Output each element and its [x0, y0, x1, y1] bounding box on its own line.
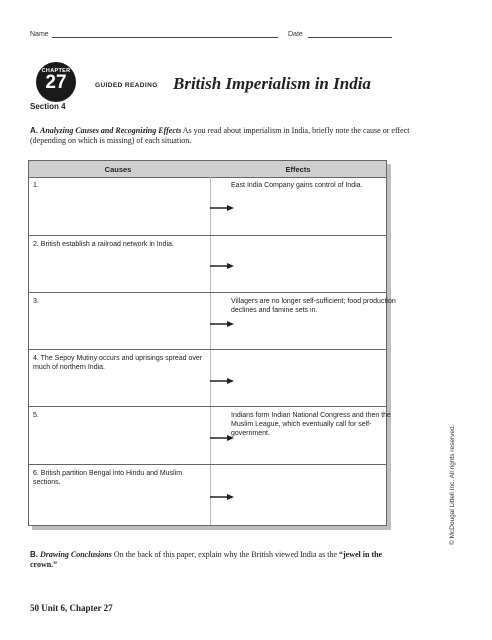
- part-b-text: On the back of this paper, explain why the British viewed India as the: [113, 550, 337, 559]
- part-b-letter: B.: [30, 550, 38, 559]
- cause-effect-table: [28, 160, 396, 526]
- name-label: Name: [30, 31, 49, 38]
- chapter-number: 27: [45, 72, 67, 93]
- chapter-badge: [36, 62, 76, 102]
- part-b-instructions: [30, 550, 390, 570]
- part-a-heading: Analyzing Causes and Recognizing Effects: [40, 126, 182, 135]
- arrow-right-icon: [210, 320, 234, 328]
- date-field[interactable]: [308, 37, 392, 38]
- effect-cell[interactable]: Villagers are no longer self-sufficient; food production declines and famine sets in.: [231, 298, 396, 314]
- cause-cell[interactable]: 1.: [33, 182, 39, 189]
- chapter-label: CHAPTER: [41, 68, 71, 74]
- date-label: Date: [288, 31, 303, 38]
- table-row: [29, 292, 396, 350]
- table-row: [29, 349, 386, 407]
- arrow-right-icon: [210, 262, 234, 270]
- guided-reading-label: GUIDED READING: [95, 82, 158, 89]
- table-row: [29, 406, 391, 465]
- effect-cell[interactable]: East India Company gains control of India.: [231, 182, 363, 189]
- part-b-emphasis: “jewel in the crown.”: [30, 550, 383, 569]
- cause-cell[interactable]: 5.: [33, 412, 39, 419]
- table-row: [29, 177, 386, 235]
- causes-header: Causes: [104, 165, 132, 174]
- page-title: British Imperialism in India: [173, 74, 371, 93]
- part-a-text: As you read about imperialism in India, briefly note the cause or effect (depending on which is missing) of each situation.: [30, 126, 410, 145]
- part-b-heading: Drawing Conclusions: [40, 550, 112, 559]
- arrow-right-icon: [210, 377, 234, 385]
- table-row: [29, 235, 386, 293]
- table-row: [29, 464, 386, 526]
- name-field[interactable]: [52, 37, 278, 38]
- effects-header: Effects: [285, 165, 311, 174]
- part-a-letter: A.: [30, 126, 38, 135]
- part-a-instructions: [30, 126, 410, 146]
- section-label: Section 4: [30, 102, 66, 111]
- table-header: [29, 161, 386, 178]
- page-footer: 50 Unit 6, Chapter 27: [30, 603, 113, 613]
- arrow-right-icon: [210, 434, 234, 442]
- arrow-right-icon: [210, 493, 234, 501]
- cause-cell[interactable]: 4. The Sepoy Mutiny occurs and uprisings spread over much of northern India.: [33, 355, 203, 371]
- arrow-right-icon: [210, 204, 234, 212]
- cause-cell[interactable]: 3.: [33, 298, 39, 305]
- cause-cell[interactable]: 6. British partition Bengal into Hindu and Muslim sections.: [33, 470, 183, 486]
- cause-cell[interactable]: 2. British establish a railroad network in India.: [33, 241, 174, 248]
- effect-cell[interactable]: Indians form Indian National Congress and then the Muslim League, which eventually call for self-government.: [231, 412, 391, 437]
- copyright-notice: © McDougal Littell Inc. All rights reserved.: [449, 424, 456, 545]
